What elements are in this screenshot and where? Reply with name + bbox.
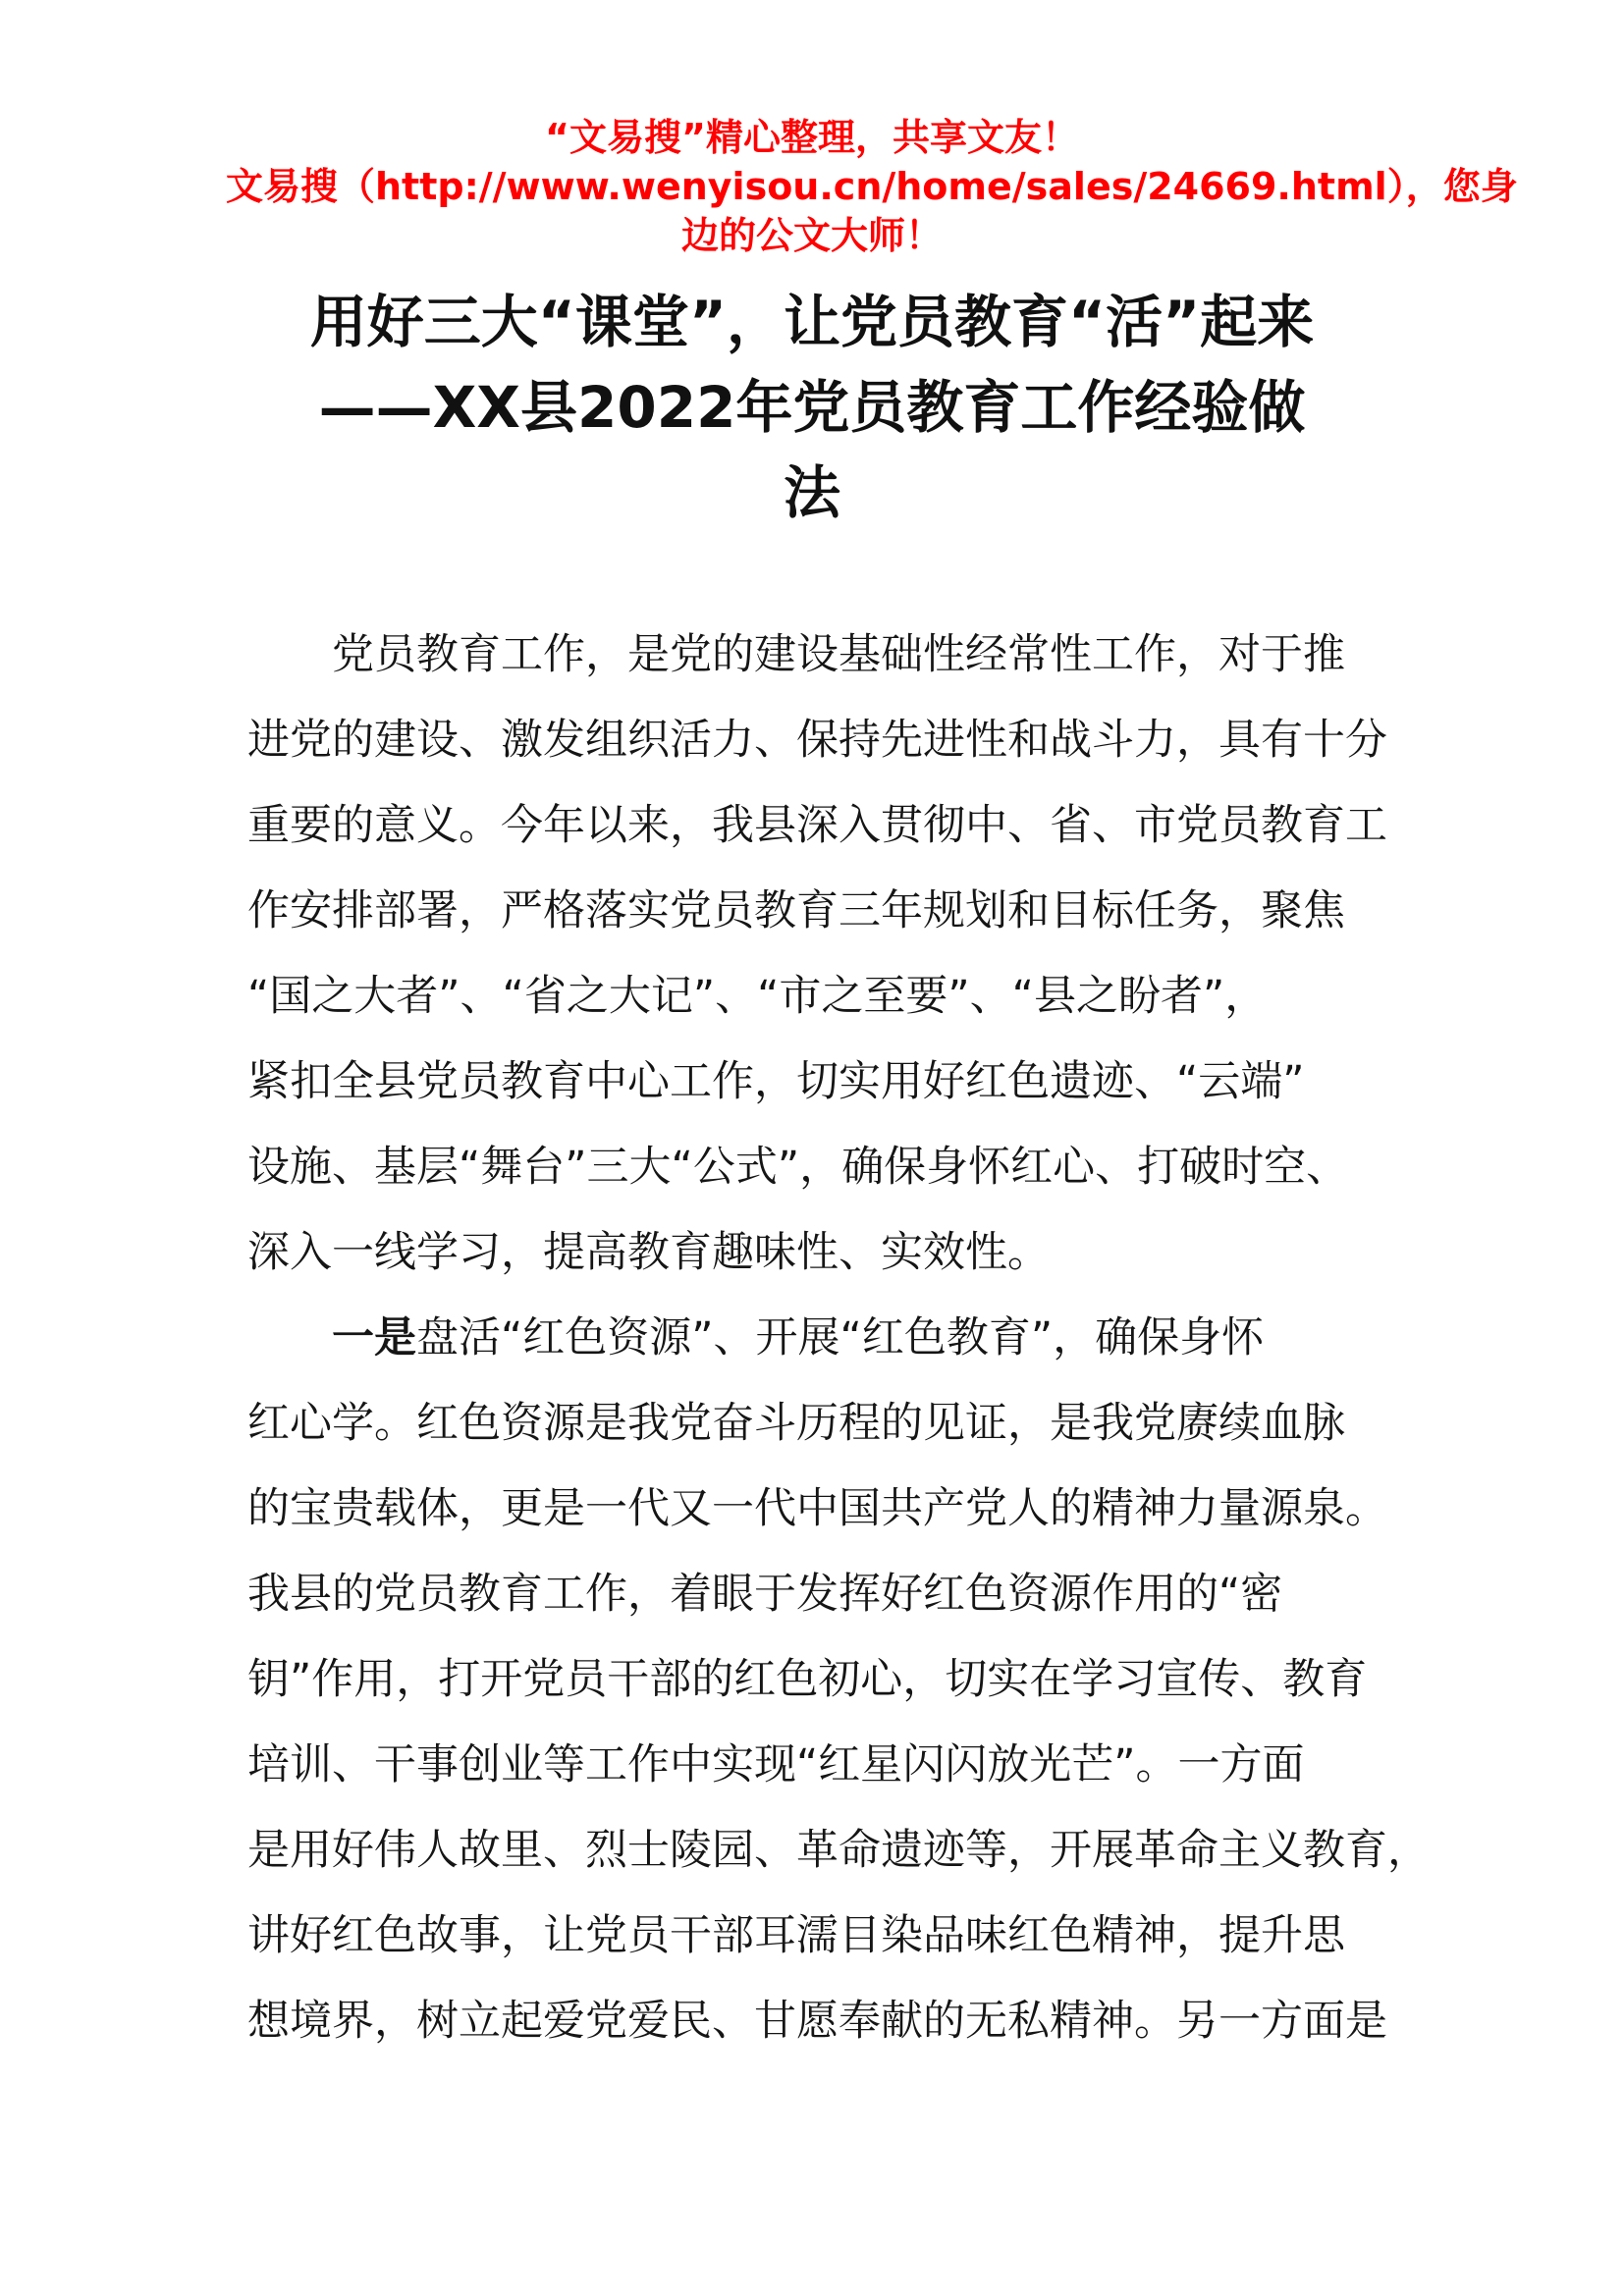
paragraph-line: 设施、基层“舞台”三大“公式”，确保身怀红心、打破时空、 — [247, 1143, 1349, 1192]
title-line: 用好三大“课堂”，让党员教育“活”起来 — [309, 289, 1315, 355]
paragraph-line: 重要的意义。今年以来，我县深入贯彻中、省、市党员教育工 — [247, 801, 1387, 850]
paragraph-line — [247, 1296, 1386, 1381]
paragraph-line: 是用好伟人故里、烈士陵园、革命遗迹等，开展革命主义教育， — [247, 1826, 1430, 1875]
paragraph-text: 盘活“红色资源”、开展“红色教育”，确保身怀 — [416, 1313, 1265, 1362]
paragraph-line: 想境界，树立起爱党爱民、甘愿奉献的无私精神。另一方面是 — [247, 1997, 1387, 2046]
section-lead: 一是 — [332, 1313, 416, 1362]
paragraph-line: 讲好红色故事，让党员干部耳濡目染品味红色精神，提升思 — [247, 1911, 1345, 1960]
document-body — [247, 613, 1430, 2064]
paragraph-line: 深入一线学习，提高教育趣味性、实效性。 — [247, 1228, 1050, 1277]
title-line: ——XX县2022年党员教育工作经验做 — [318, 374, 1306, 441]
paragraph-line: 钥”作用，打开党员干部的红色初心，切实在学习宣传、教育 — [247, 1655, 1368, 1704]
document-title — [245, 280, 1379, 536]
paragraph-line: 紧扣全县党员教育中心工作，切实用好红色遗迹、“云端” — [247, 1057, 1305, 1106]
watermark-note — [226, 113, 1518, 260]
paragraph-line: 培训、干事创业等工作中实现“红星闪闪放光芒”。一方面 — [247, 1740, 1305, 1789]
watermark-line: 边的公文大师！ — [680, 214, 943, 257]
title-line: 法 — [783, 459, 840, 526]
paragraph-line: 的宝贵载体，更是一代又一代中国共产党人的精神力量源泉。 — [247, 1484, 1387, 1533]
paragraph-line: “国之大者”、“省之大记”、“市之至要”、“县之盼者”， — [247, 972, 1268, 1021]
paragraph-line: 作安排部署，严格落实党员教育三年规划和目标任务，聚焦 — [247, 886, 1345, 935]
watermark-line: “文易搜”精心整理，共享文友！ — [545, 116, 1079, 159]
paragraph-line: 红心学。红色资源是我党奋斗历程的见证，是我党赓续血脉 — [247, 1399, 1345, 1448]
paragraph-line: 我县的党员教育工作，着眼于发挥好红色资源作用的“密 — [247, 1570, 1283, 1619]
paragraph-line: 进党的建设、激发组织活力、保持先进性和战斗力，具有十分 — [247, 716, 1387, 765]
watermark-line: 文易搜（http://www.wenyisou.cn/home/sales/24669.html），您身 — [226, 165, 1518, 208]
paragraph-line: 党员教育工作，是党的建设基础性经常性工作，对于推 — [332, 630, 1345, 679]
